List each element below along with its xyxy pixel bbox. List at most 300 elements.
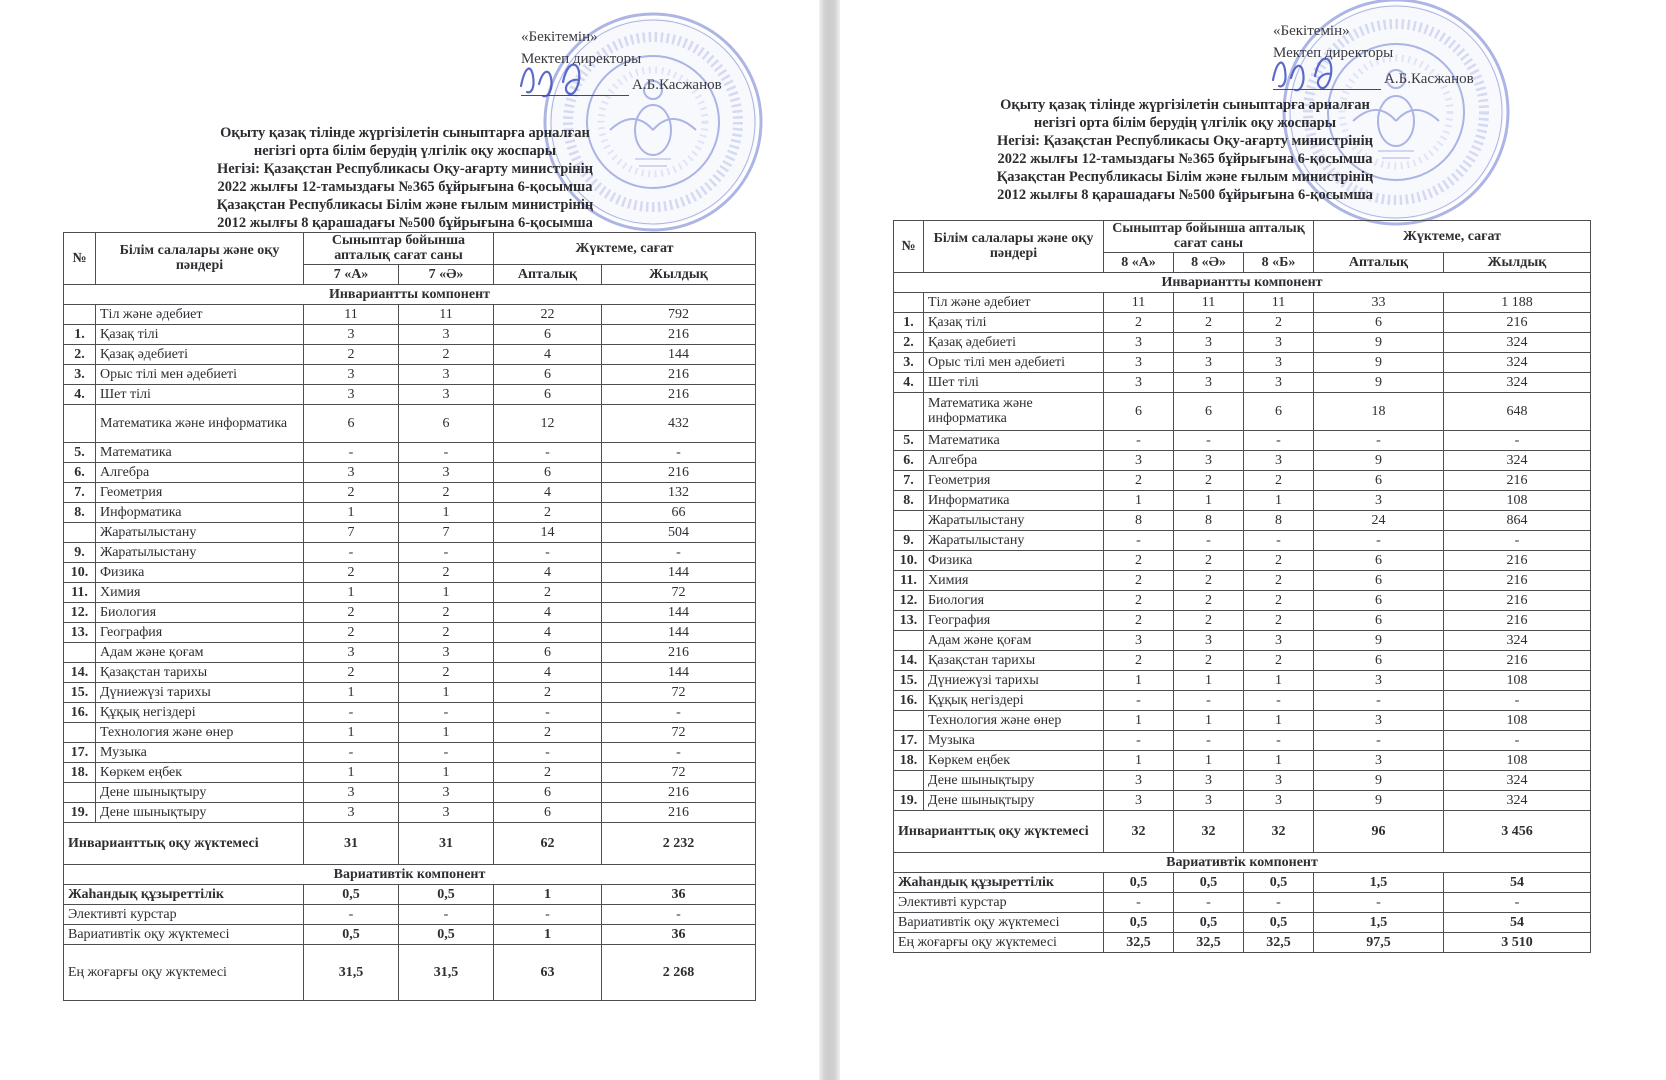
yearly-cell: 132 xyxy=(602,482,756,502)
weekly-cell: 9 xyxy=(1314,630,1444,650)
table-row xyxy=(64,542,756,562)
hours-cell: 1 xyxy=(399,762,494,782)
yearly-cell: 324 xyxy=(1444,770,1591,790)
row-num xyxy=(64,304,96,324)
col-header-classes-group: Сыныптар бойынша апталық сағат саны xyxy=(1104,221,1314,253)
row-num xyxy=(894,770,924,790)
yearly-cell: 216 xyxy=(1444,590,1591,610)
yearly-cell: 72 xyxy=(602,762,756,782)
subject-name: Дене шынықтыру xyxy=(96,782,304,802)
weekly-cell: 14 xyxy=(494,522,602,542)
yearly-cell: 108 xyxy=(1444,750,1591,770)
hours-cell: 8 xyxy=(1104,510,1174,530)
row-num: 2. xyxy=(894,332,924,352)
table-row xyxy=(894,750,1591,770)
hours-cell: 1 xyxy=(304,762,399,782)
hours-cell: - xyxy=(399,904,494,924)
hours-cell: - xyxy=(1244,730,1314,750)
table-row xyxy=(64,404,756,442)
hours-cell: 3 xyxy=(304,802,399,822)
hours-cell: 0,5 xyxy=(1104,872,1174,892)
title-line: Қазақстан Республикасы Білім және ғылым министрінің xyxy=(216,197,594,213)
weekly-cell: 1,5 xyxy=(1314,912,1444,932)
col-header-num: № xyxy=(894,221,924,273)
table-row xyxy=(894,590,1591,610)
hours-cell: - xyxy=(399,542,494,562)
col-header-classes-group: Сыныптар бойынша апталық сағат саны xyxy=(304,233,494,265)
yearly-cell: 324 xyxy=(1444,790,1591,810)
hours-cell: 3 xyxy=(1104,450,1174,470)
hours-cell: 0,5 xyxy=(304,884,399,904)
subject-name: Геометрия xyxy=(924,470,1104,490)
hours-cell: 8 xyxy=(1244,510,1314,530)
weekly-cell: 4 xyxy=(494,662,602,682)
yearly-cell: 432 xyxy=(602,404,756,442)
hours-cell: 2 xyxy=(1104,312,1174,332)
yearly-cell: 504 xyxy=(602,522,756,542)
hours-cell: 2 xyxy=(1104,570,1174,590)
row-num: 5. xyxy=(894,430,924,450)
subject-name: Математика xyxy=(96,442,304,462)
row-num: 19. xyxy=(894,790,924,810)
hours-cell: 11 xyxy=(1244,292,1314,312)
hours-cell: 2 xyxy=(1244,470,1314,490)
row-num: 6. xyxy=(64,462,96,482)
invariant-total-row xyxy=(64,822,756,864)
hours-cell: 1 xyxy=(304,502,399,522)
subject-name: Математика xyxy=(924,430,1104,450)
col-header-weekly: Апталық xyxy=(1314,252,1444,272)
hours-cell: 3 xyxy=(399,324,494,344)
yearly-cell: 66 xyxy=(602,502,756,522)
approval-block xyxy=(1273,20,1474,90)
hours-cell: 2 xyxy=(1244,550,1314,570)
hours-cell: 1 xyxy=(304,722,399,742)
weekly-cell: 6 xyxy=(494,802,602,822)
table-row xyxy=(64,482,756,502)
total-label: Жаһандық құзыреттілік xyxy=(64,884,304,904)
handwritten-signature xyxy=(513,48,633,102)
row-num: 10. xyxy=(64,562,96,582)
table-row xyxy=(894,372,1591,392)
weekly-cell: - xyxy=(494,542,602,562)
subject-name: Қазақстан тарихы xyxy=(96,662,304,682)
hours-cell: 31,5 xyxy=(304,944,399,1000)
hours-cell: 11 xyxy=(1174,292,1244,312)
section-label: Инвариантты компонент xyxy=(894,272,1591,292)
approval-block xyxy=(521,26,722,96)
yearly-cell: 216 xyxy=(602,324,756,344)
total-label: Элективті курстар xyxy=(894,892,1104,912)
subject-name: Алгебра xyxy=(96,462,304,482)
row-num: 17. xyxy=(894,730,924,750)
hours-cell: 0,5 xyxy=(1174,872,1244,892)
col-header-class: 8 «Ә» xyxy=(1174,252,1244,272)
col-header-yearly: Жылдық xyxy=(602,264,756,284)
document-title xyxy=(878,96,1492,204)
hours-cell: 2 xyxy=(1174,610,1244,630)
hours-cell: 31,5 xyxy=(399,944,494,1000)
hours-cell: 2 xyxy=(304,602,399,622)
hours-cell: 3 xyxy=(304,782,399,802)
yearly-cell: - xyxy=(602,542,756,562)
subject-name: Тіл және әдебиет xyxy=(96,304,304,324)
subject-name: Химия xyxy=(924,570,1104,590)
curriculum-table-grade-8 xyxy=(893,220,1591,953)
hours-cell: 7 xyxy=(304,522,399,542)
row-num: 2. xyxy=(64,344,96,364)
total-label: Вариативтік оқу жүктемесі xyxy=(64,924,304,944)
weekly-cell: 6 xyxy=(1314,570,1444,590)
subject-name: География xyxy=(96,622,304,642)
weekly-cell: 9 xyxy=(1314,790,1444,810)
hours-cell: 11 xyxy=(1104,292,1174,312)
subject-name: Дүниежүзі тарихы xyxy=(96,682,304,702)
table-row xyxy=(894,332,1591,352)
col-header-class: 8 «А» xyxy=(1104,252,1174,272)
hours-cell: 2 xyxy=(399,482,494,502)
hours-cell: 2 xyxy=(399,344,494,364)
weekly-cell: 6 xyxy=(494,462,602,482)
weekly-cell: - xyxy=(494,742,602,762)
title-line: 2022 жылғы 12-тамыздағы №365 бұйрығына 6-қосымша xyxy=(217,179,593,195)
table-row xyxy=(894,530,1591,550)
hours-cell: - xyxy=(399,442,494,462)
row-num: 8. xyxy=(64,502,96,522)
table-row xyxy=(894,770,1591,790)
page-grade-8 xyxy=(840,0,1666,1080)
hours-cell: - xyxy=(1104,892,1174,912)
total-label: Элективті курстар xyxy=(64,904,304,924)
hours-cell: 0,5 xyxy=(399,924,494,944)
hours-cell: 2 xyxy=(399,602,494,622)
weekly-cell: 22 xyxy=(494,304,602,324)
row-num: 18. xyxy=(64,762,96,782)
subject-name: Химия xyxy=(96,582,304,602)
hours-cell: 6 xyxy=(399,404,494,442)
subject-name: Дүниежүзі тарихы xyxy=(924,670,1104,690)
table-row xyxy=(894,570,1591,590)
row-num xyxy=(894,392,924,430)
weekly-cell: 24 xyxy=(1314,510,1444,530)
hours-cell: 3 xyxy=(1174,332,1244,352)
hours-cell: 2 xyxy=(1104,550,1174,570)
section-label: Вариативтік компонент xyxy=(64,864,756,884)
row-num: 15. xyxy=(64,682,96,702)
total-label: Вариативтік оқу жүктемесі xyxy=(894,912,1104,932)
hours-cell: 11 xyxy=(304,304,399,324)
col-header-yearly: Жылдық xyxy=(1444,252,1591,272)
hours-cell: 3 xyxy=(399,782,494,802)
weekly-cell: 9 xyxy=(1314,450,1444,470)
table-row xyxy=(64,742,756,762)
subject-name: Музыка xyxy=(96,742,304,762)
row-num: 1. xyxy=(64,324,96,344)
total-label: Жаһандық құзыреттілік xyxy=(894,872,1104,892)
hours-cell: 0,5 xyxy=(304,924,399,944)
weekly-cell: 2 xyxy=(494,582,602,602)
row-num: 13. xyxy=(64,622,96,642)
row-num xyxy=(894,292,924,312)
hours-cell: - xyxy=(1244,690,1314,710)
hours-cell: - xyxy=(1104,530,1174,550)
yearly-cell: 3 456 xyxy=(1444,810,1591,852)
subject-name: Тіл және әдебиет xyxy=(924,292,1104,312)
subject-name: Құқық негіздері xyxy=(96,702,304,722)
subject-name: Информатика xyxy=(96,502,304,522)
hours-cell: 2 xyxy=(399,562,494,582)
variative-row xyxy=(894,892,1591,912)
invariant-section-row xyxy=(64,284,756,304)
table-row xyxy=(64,602,756,622)
hours-cell: 31 xyxy=(399,822,494,864)
yearly-cell: 216 xyxy=(602,802,756,822)
weekly-cell: 6 xyxy=(1314,312,1444,332)
hours-cell: 2 xyxy=(1104,650,1174,670)
table-row xyxy=(64,622,756,642)
subject-name: Орыс тілі мен әдебиеті xyxy=(924,352,1104,372)
title-line: Негізі: Қазақстан Республикасы Оқу-ағарту министрінің xyxy=(216,161,594,177)
yearly-cell: 648 xyxy=(1444,392,1591,430)
hours-cell: 0,5 xyxy=(1244,872,1314,892)
yearly-cell: 72 xyxy=(602,682,756,702)
yearly-cell: 864 xyxy=(1444,510,1591,530)
page-grade-7 xyxy=(0,0,819,1080)
yearly-cell: 144 xyxy=(602,602,756,622)
hours-cell: 3 xyxy=(304,462,399,482)
row-num: 12. xyxy=(64,602,96,622)
weekly-cell: 3 xyxy=(1314,670,1444,690)
hours-cell: 3 xyxy=(399,364,494,384)
yearly-cell: - xyxy=(602,742,756,762)
table-row xyxy=(64,682,756,702)
document-title xyxy=(58,124,752,232)
total-label: Инварианттық оқу жүктемесі xyxy=(64,822,304,864)
weekly-cell: 6 xyxy=(494,384,602,404)
col-header-class: 7 «Ә» xyxy=(399,264,494,284)
subject-name: Технология және өнер xyxy=(924,710,1104,730)
table-row xyxy=(64,344,756,364)
hours-cell: 2 xyxy=(304,662,399,682)
invariant-total-row xyxy=(894,810,1591,852)
col-header-class: 8 «Б» xyxy=(1244,252,1314,272)
subject-name: Көркем еңбек xyxy=(924,750,1104,770)
hours-cell: 3 xyxy=(304,364,399,384)
hours-cell: 2 xyxy=(1244,570,1314,590)
table-row xyxy=(894,630,1591,650)
subject-name: Адам және қоғам xyxy=(924,630,1104,650)
hours-cell: - xyxy=(1174,730,1244,750)
hours-cell: 2 xyxy=(304,622,399,642)
subject-name: Жаратылыстану xyxy=(924,510,1104,530)
title-line: Негізі: Қазақстан Республикасы Оқу-ағарту министрінің xyxy=(996,133,1374,149)
hours-cell: - xyxy=(1174,690,1244,710)
hours-cell: 1 xyxy=(1104,490,1174,510)
hours-cell: 3 xyxy=(1244,630,1314,650)
subject-name: Геометрия xyxy=(96,482,304,502)
curriculum-table xyxy=(893,220,1591,953)
hours-cell: 6 xyxy=(1244,392,1314,430)
weekly-cell: 1,5 xyxy=(1314,872,1444,892)
table-row xyxy=(894,710,1591,730)
row-num: 11. xyxy=(64,582,96,602)
hours-cell: - xyxy=(1104,430,1174,450)
row-num: 14. xyxy=(64,662,96,682)
hours-cell: 1 xyxy=(399,502,494,522)
row-num: 3. xyxy=(894,352,924,372)
yearly-cell: 144 xyxy=(602,622,756,642)
row-num: 6. xyxy=(894,450,924,470)
hours-cell: 3 xyxy=(1244,770,1314,790)
signatory-name: А.Б.Касжанов xyxy=(632,77,722,93)
yearly-cell: 324 xyxy=(1444,352,1591,372)
hours-cell: - xyxy=(1104,730,1174,750)
subject-name: Қазақ әдебиеті xyxy=(96,344,304,364)
yearly-cell: - xyxy=(602,702,756,722)
col-header-subject: Білім салалары және оқу пәндері xyxy=(96,233,304,285)
hours-cell: 1 xyxy=(1174,710,1244,730)
weekly-cell: 3 xyxy=(1314,490,1444,510)
hours-cell: - xyxy=(304,442,399,462)
weekly-cell: 6 xyxy=(494,642,602,662)
table-row xyxy=(894,650,1591,670)
yearly-cell: - xyxy=(1444,892,1591,912)
yearly-cell: 216 xyxy=(1444,650,1591,670)
hours-cell: 3 xyxy=(1174,450,1244,470)
yearly-cell: 324 xyxy=(1444,372,1591,392)
title-line: негізгі орта білім берудің үлгілік оқу жоспары xyxy=(1033,115,1337,131)
hours-cell: 2 xyxy=(1244,590,1314,610)
hours-cell: 2 xyxy=(304,344,399,364)
subject-name: Дене шынықтыру xyxy=(924,770,1104,790)
yearly-cell: 216 xyxy=(602,782,756,802)
yearly-cell: 108 xyxy=(1444,710,1591,730)
subject-name: География xyxy=(924,610,1104,630)
row-num: 7. xyxy=(64,482,96,502)
row-num: 9. xyxy=(64,542,96,562)
table-row xyxy=(894,292,1591,312)
row-num: 1. xyxy=(894,312,924,332)
weekly-cell: 6 xyxy=(1314,590,1444,610)
col-header-load-group: Жүктеме, сағат xyxy=(1314,221,1591,253)
title-line: Қазақстан Республикасы Білім және ғылым министрінің xyxy=(996,169,1374,185)
col-header-weekly: Апталық xyxy=(494,264,602,284)
hours-cell: 3 xyxy=(1104,332,1174,352)
title-line: Оқыту қазақ тілінде жүргізілетін сыныптарға арналған xyxy=(1000,97,1370,113)
hours-cell: 32,5 xyxy=(1244,932,1314,952)
signature-line xyxy=(1273,68,1474,90)
weekly-cell: 62 xyxy=(494,822,602,864)
row-num: 8. xyxy=(894,490,924,510)
hours-cell: 3 xyxy=(1244,352,1314,372)
weekly-cell: 33 xyxy=(1314,292,1444,312)
weekly-cell: 12 xyxy=(494,404,602,442)
subject-name: Жаратылыстану xyxy=(96,542,304,562)
subject-name: Дене шынықтыру xyxy=(924,790,1104,810)
yearly-cell: 324 xyxy=(1444,332,1591,352)
weekly-cell: - xyxy=(494,702,602,722)
hours-cell: 3 xyxy=(1104,352,1174,372)
yearly-cell: 72 xyxy=(602,582,756,602)
table-row xyxy=(64,702,756,722)
hours-cell: 2 xyxy=(1104,590,1174,610)
hours-cell: - xyxy=(1174,430,1244,450)
hours-cell: 2 xyxy=(304,482,399,502)
hours-cell: 3 xyxy=(1104,770,1174,790)
table-row xyxy=(894,470,1591,490)
weekly-cell: 3 xyxy=(1314,750,1444,770)
weekly-cell: 97,5 xyxy=(1314,932,1444,952)
variative-row xyxy=(894,912,1591,932)
row-num: 18. xyxy=(894,750,924,770)
hours-cell: 2 xyxy=(1174,590,1244,610)
director-role: Мектеп директоры xyxy=(521,51,642,67)
row-num: 16. xyxy=(64,702,96,722)
hours-cell: 1 xyxy=(1174,490,1244,510)
page-gutter xyxy=(819,0,840,1080)
table-row xyxy=(64,662,756,682)
weekly-cell: 9 xyxy=(1314,770,1444,790)
subject-name: Жаратылыстану xyxy=(924,530,1104,550)
weekly-cell: 18 xyxy=(1314,392,1444,430)
table-row xyxy=(64,582,756,602)
hours-cell: 3 xyxy=(1244,372,1314,392)
hours-cell: 2 xyxy=(1174,650,1244,670)
hours-cell: 2 xyxy=(399,622,494,642)
hours-cell: 2 xyxy=(304,562,399,582)
title-line: 2012 жылғы 8 қарашадағы №500 бұйрығына 6-қосымша xyxy=(997,187,1373,203)
header-row-groups xyxy=(64,233,756,265)
table-row xyxy=(894,490,1591,510)
subject-name: Математика және информатика xyxy=(924,392,1104,430)
subject-name: Биология xyxy=(924,590,1104,610)
approval-label: «Бекітемін» xyxy=(521,29,598,45)
yearly-cell: 216 xyxy=(1444,550,1591,570)
row-num: 9. xyxy=(894,530,924,550)
hours-cell: 0,5 xyxy=(1174,912,1244,932)
hours-cell: 2 xyxy=(399,662,494,682)
hours-cell: 2 xyxy=(1104,470,1174,490)
weekly-cell: 2 xyxy=(494,682,602,702)
hours-cell: 2 xyxy=(1244,650,1314,670)
hours-cell: 1 xyxy=(1244,750,1314,770)
weekly-cell: - xyxy=(1314,430,1444,450)
row-num xyxy=(894,630,924,650)
table-row xyxy=(894,730,1591,750)
hours-cell: 2 xyxy=(1174,470,1244,490)
hours-cell: - xyxy=(1244,892,1314,912)
title-line: негізгі орта білім берудің үлгілік оқу жоспары xyxy=(253,143,557,159)
yearly-cell: 216 xyxy=(602,642,756,662)
hours-cell: 3 xyxy=(399,462,494,482)
table-row xyxy=(894,550,1591,570)
subject-name: Шет тілі xyxy=(924,372,1104,392)
col-header-num: № xyxy=(64,233,96,285)
handwritten-signature xyxy=(1265,42,1385,96)
weekly-cell: 6 xyxy=(494,364,602,384)
yearly-cell: 2 268 xyxy=(602,944,756,1000)
subject-name: Математика және информатика xyxy=(96,404,304,442)
table-row xyxy=(64,442,756,462)
yearly-cell: 54 xyxy=(1444,872,1591,892)
total-label: Ең жоғарғы оқу жүктемесі xyxy=(64,944,304,1000)
hours-cell: 3 xyxy=(1244,332,1314,352)
hours-cell: 2 xyxy=(1174,312,1244,332)
hours-cell: 3 xyxy=(399,384,494,404)
row-num: 14. xyxy=(894,650,924,670)
hours-cell: 0,5 xyxy=(399,884,494,904)
weekly-cell: 4 xyxy=(494,622,602,642)
